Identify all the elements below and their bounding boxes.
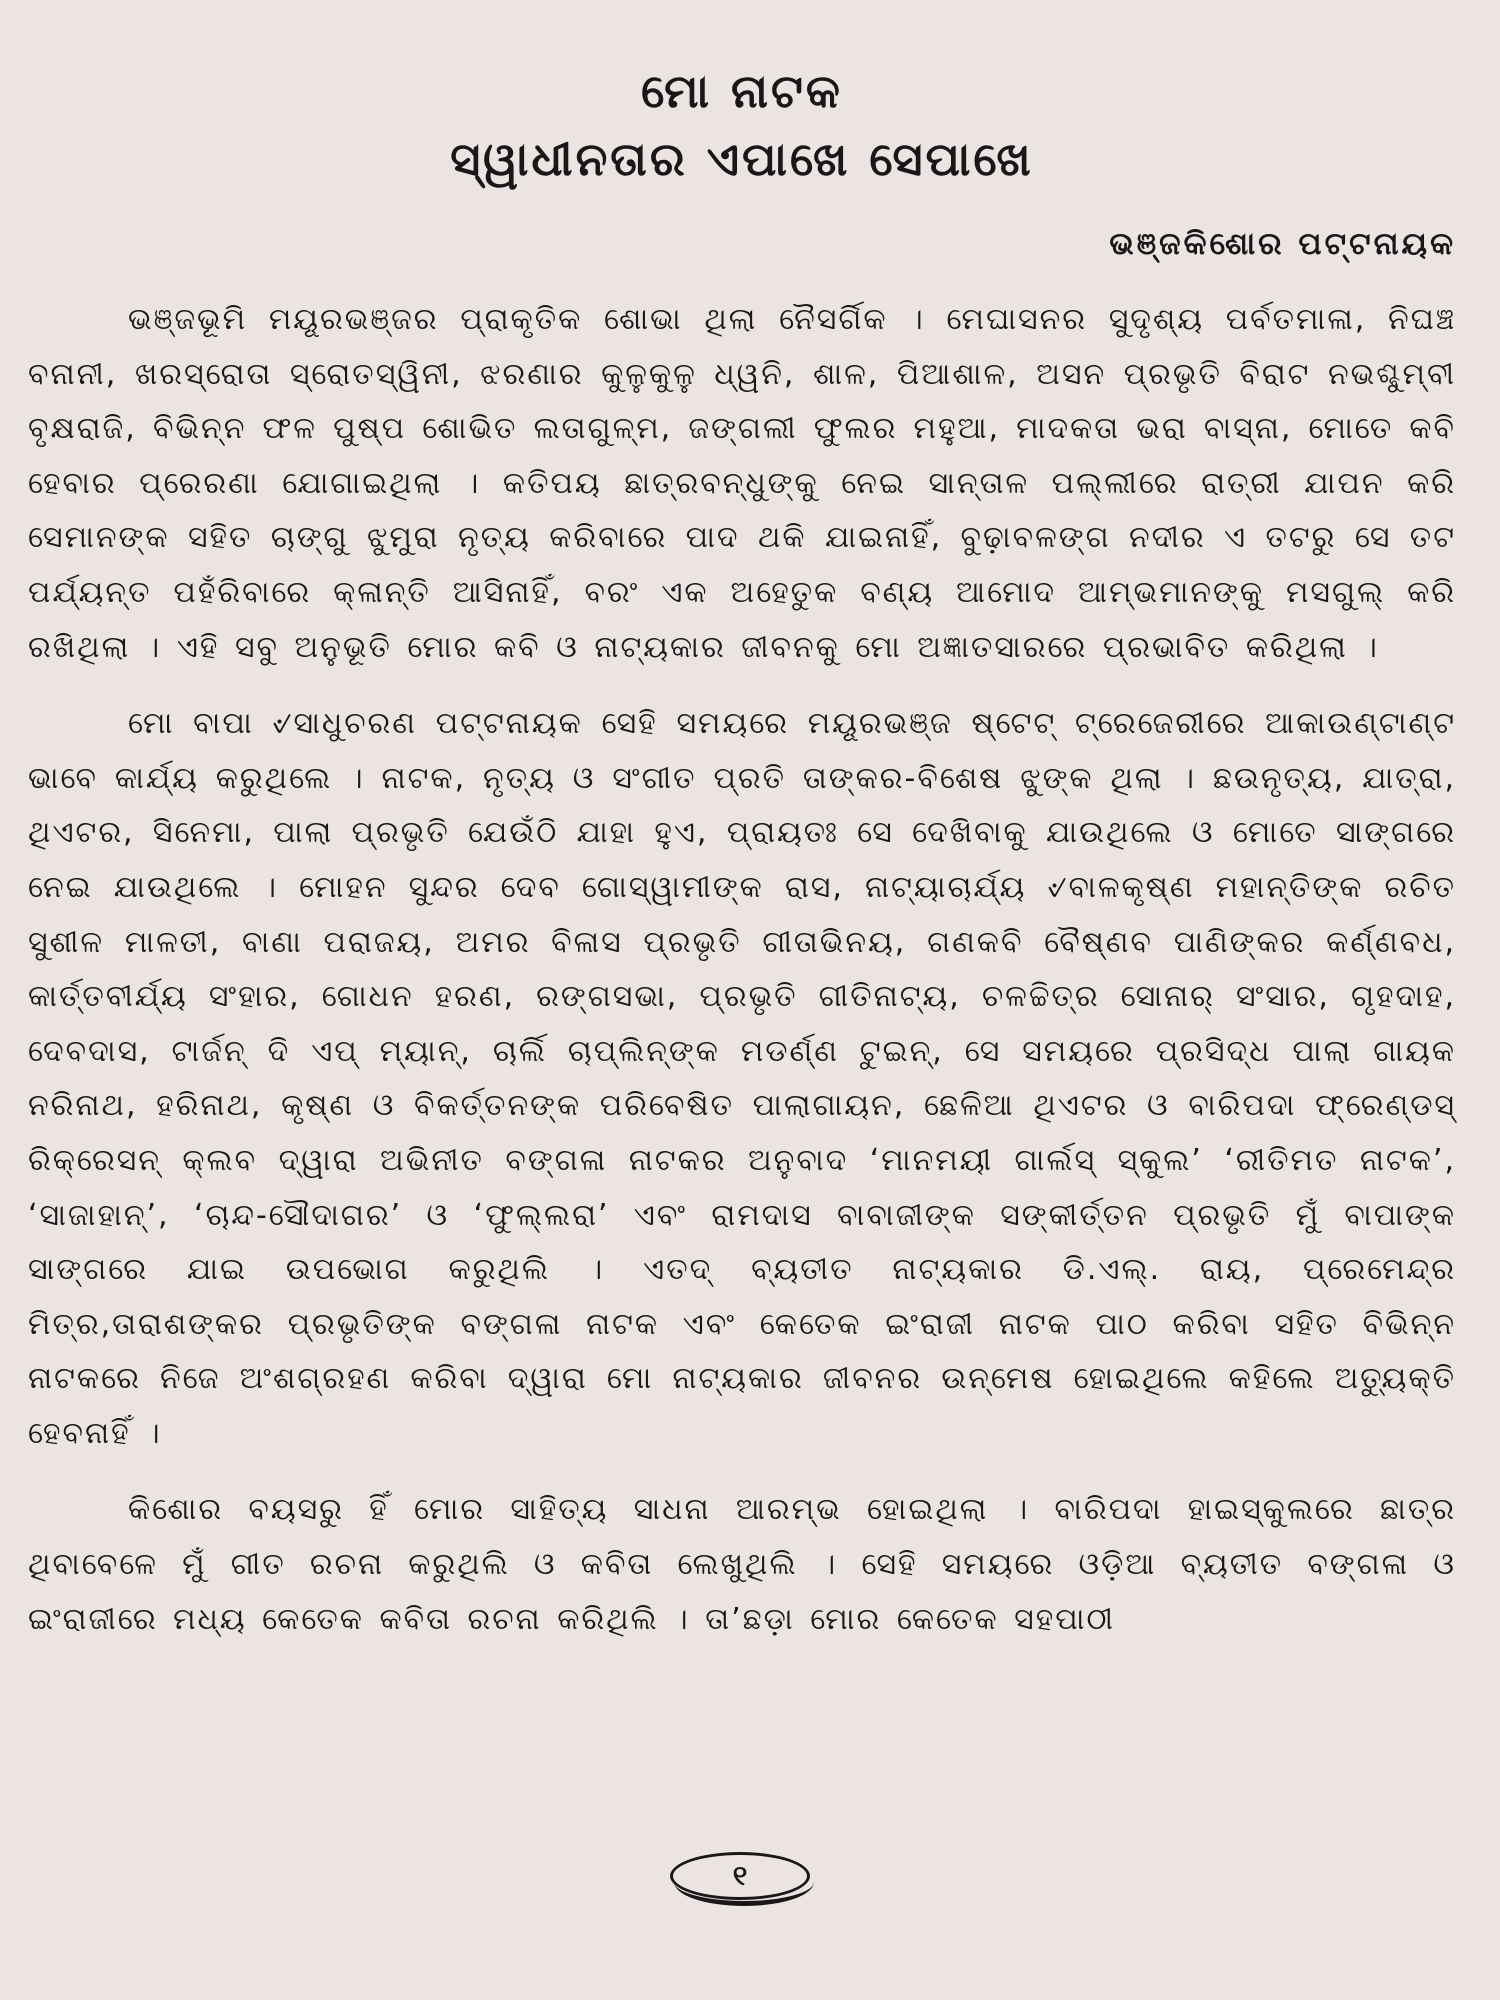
page-number: ୧ [670,1852,810,1900]
page-title-line-1: ମୋ ନାଟକ [641,64,843,118]
author-name: ଭଞ୍ଜକିଶୋର ପଟ୍ଟନାୟକ [1109,226,1456,262]
paragraph-2: ମୋ ବାପା ୰ସାଧୁଚରଣ ପଟ୍ଟନାୟକ ସେହି ସମୟରେ ମୟୂରଭଞ୍ଜ ଷ୍ଟେଟ୍ ଟ୍ରେଜେରୀରେ ଆକାଉଣ୍ଟାଣ୍ଟ ଭାବେ କାର୍ଯ୍ୟ କରୁଥିଲେ । ନାଟକ, ନୃତ୍ୟ ଓ ସଂଗୀତ ପ୍ରତି ତାଙ୍କର-ବିଶେଷ ଝୁଙ୍କ ଥିଲା । ଛଉନୃତ୍ୟ, ଯାତ୍ରା, ଥିଏଟର, ସିନେମା, ପାଲା ପ୍ରଭୃତି ଯେଉଁଠି ଯାହା ହୁଏ, ପ୍ରାୟତଃ ସେ ଦେଖିବାକୁ ଯାଉଥିଲେ ଓ ମୋତେ ସାଙ୍ଗରେ ନେଇ ଯାଉଥିଲେ । ମୋହନ ସୁନ୍ଦର ଦେବ ଗୋସ୍ୱାମୀଙ୍କ ରାସ, ନାଟ୍ୟାଚାର୍ଯ୍ୟ ୰ବାଳକୃଷ୍ଣ ମହାନ୍ତିଙ୍କ ରଚିତ ସୁଶୀଳ ମାଳତୀ, ବାଣା ପରାଜୟ, ଅମର ବିଳାସ ପ୍ରଭୃତି ଗୀତାଭିନୟ, ଗଣକବି ବୈଷ୍ଣବ ପାଣିଙ୍କର କର୍ଣ୍ଣବଧ, କାର୍ତ୍ତବୀର୍ଯ୍ୟ ସଂହାର, ଗୋଧନ ହରଣ, ରଙ୍ଗସଭା, ପ୍ରଭୃତି ଗୀତିନାଟ୍ୟ, ଚଳଚ୍ଚିତ୍ର ସୋନାର୍ ସଂସାର, ଗୃହଦାହ, ଦେବଦାସ, ଟାର୍ଜନ୍ ଦି ଏପ୍ ମ୍ୟାନ୍, ଚାର୍ଲି ଚାପ୍ଲିନ୍ଙ୍କ ମଡର୍ଣ୍ଣ ଟୁଇନ୍, ସେ ସମୟରେ ପ୍ରସିଦ୍ଧ ପାଲା ଗାୟକ ନରିନାଥ, ହରିନାଥ, କୃଷ୍ଣ ଓ ବିକର୍ତ୍ତନଙ୍କ ପରିବେଷିତ ପାଲାଗାୟନ, ଛେଳିଆ ଥିଏଟର ଓ ବାରିପଦା ଫ୍ରେଣ୍ଡସ୍ ରିକ୍ରେସନ୍ କ୍ଲବ ଦ୍ୱାରା ଅଭିନୀତ ବଙ୍ଗଳା ନାଟକର ଅନୁବାଦ ‘ମାନମୟୀ ଗାର୍ଲସ୍ ସ୍କୁଲ’ ‘ରୀତିମତ ନାଟକ’, ‘ସାଜାହାନ୍’, ‘ଚାନ୍ଦ-ସୌଦାଗର’ ଓ ‘ଫୁଲ୍ଲରା’ ଏବଂ ରାମଦାସ ବାବାଜୀଙ୍କ ସଙ୍କୀର୍ତ୍ତନ ପ୍ରଭୃତି ମୁଁ ବାପାଙ୍କ ସାଙ୍ଗରେ ଯାଇ ଉପଭୋଗ କରୁଥିଲି । ଏତଦ୍ ବ୍ୟତୀତ ନାଟ୍ୟକାର ଡି.ଏଲ୍. ରାୟ, ପ୍ରେମେନ୍ଦ୍ର ମିତ୍ର,ତାରାଶଙ୍କର ପ୍ରଭୃତିଙ୍କ ବଙ୍ଗଳା ନାଟକ ଏବଂ କେତେକ ଇଂରାଜୀ ନାଟକ ପାଠ କରିବା ସହିତ ବିଭିନ୍ନ ନାଟକରେ ନିଜେ ଅଂଶଗ୍ରହଣ କରିବା ଦ୍ୱାରା ମୋ ନାଟ୍ୟକାର ଜୀବନର ଉନ୍ମେଷ ହୋଇଥିଲେ କହିଲେ ଅତ୍ୟୁକ୍ତି ହେବନାହିଁ । [28,706,1456,1451]
paragraph-1: ଭଞ୍ଜଭୂମି ମୟୂରଭଞ୍ଜର ପ୍ରାକୃତିକ ଶୋଭା ଥିଲା ନୈସର୍ଗିକ । ମେଘାସନର ସୁଦୃଶ୍ୟ ପର୍ବତମାଳା, ନିଘଞ୍ଚ ବନାନୀ, ଖରସ୍ରୋତା ସ୍ରୋତସ୍ୱିନୀ, ଝରଣାର କୁଳୁକୁଳୁ ଧ୍ୱନି, ଶାଳ, ପିଆଶାଳ, ଅସନ ପ୍ରଭୃତି ବିରାଟ ନଭଶ୍ଚୁମ୍ବୀ ବୃକ୍ଷରାଜି, ବିଭିନ୍ନ ଫଳ ପୁଷ୍ପ ଶୋଭିତ ଲତାଗୁଳ୍ମ, ଜଙ୍ଗଲୀ ଫୁଲର ମହୁଆ, ମାଦକତା ଭରା ବାସ୍ନା, ମୋତେ କବି ହେବାର ପ୍ରେରଣା ଯୋଗାଇଥିଲା । କତିପୟ ଛାତ୍ରବନ୍ଧୁଙ୍କୁ ନେଇ ସାନ୍ତାଳ ପଲ୍ଲୀରେ ରାତ୍ରୀ ଯାପନ କରି ସେମାନଙ୍କ ସହିତ ଚାଙ୍ଗୁ ଝୁମୁରା ନୃତ୍ୟ କରିବାରେ ପାଦ ଥକି ଯାଇନାହିଁ, ବୁଢ଼ାବଳଙ୍ଗ ନଦୀର ଏ ତଟରୁ ସେ ତଟ ପର୍ଯ୍ୟନ୍ତ ପହଁରିବାରେ କ୍ଳାନ୍ତି ଆସିନାହିଁ, ବରଂ ଏକ ଅହେତୁକ ବଣ୍ୟ ଆମୋଦ ଆମ୍ଭମାନଙ୍କୁ ମସଗୁଲ୍ କରି ରଖିଥିଲା । ଏହି ସବୁ ଅନୁଭୂତି ମୋର କବି ଓ ନାଟ୍ୟକାର ଜୀବନକୁ ମୋ ଅଜ୍ଞାତସାରରେ ପ୍ରଭାବିତ କରିଥିଲା । [28,302,1456,665]
article-body [28,293,1456,1647]
page-title-line-2: ସ୍ୱାଧୀନତାର ଏପାଖେ ସେପାଖେ [450,132,1034,186]
paragraph-3: କିଶୋର ବୟସରୁ ହିଁ ମୋର ସାହିତ୍ୟ ସାଧନା ଆରମ୍ଭ ହୋଇଥିଲା । ବାରିପଦା ହାଇସ୍କୁଲରେ ଛାତ୍ର ଥିବାବେଳେ ମୁଁ ଗୀତ ରଚନା କରୁଥିଲି ଓ କବିତା ଲେଖୁଥିଲି । ସେହି ସମୟରେ ଓଡ଼ିଆ ବ୍ୟତୀତ ବଙ୍ଗଳା ଓ ଇଂରାଜୀରେ ମଧ୍ୟ କେତେକ କବିତା ରଚନା କରିଥିଲି । ତା’ଛଡ଼ା ମୋର କେତେକ ସହପାଠୀ [28,1492,1456,1637]
